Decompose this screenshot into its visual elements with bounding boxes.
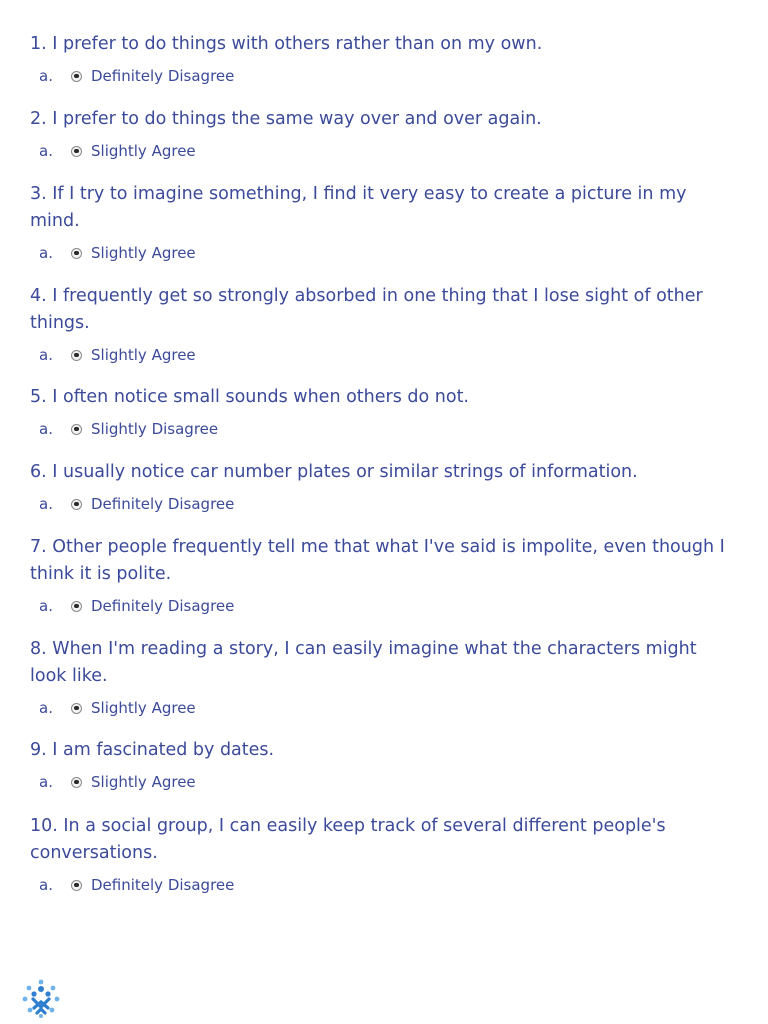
answer-label: Slightly Agree <box>91 142 196 160</box>
question-text: 7. Other people frequently tell me that what I've said is impolite, even though I think it is polite. <box>30 537 725 584</box>
question-7 <box>30 534 735 618</box>
answer-row <box>30 594 735 618</box>
radio-selected-icon[interactable] <box>71 777 82 788</box>
answer-label: Slightly Agree <box>91 346 196 364</box>
answer-label: Slightly Agree <box>91 244 196 262</box>
radio-selected-icon[interactable] <box>71 248 82 259</box>
question-10 <box>30 813 735 897</box>
answer-marker: a. <box>39 597 53 615</box>
answer-marker: a. <box>39 67 53 85</box>
radio-selected-icon[interactable] <box>71 703 82 714</box>
question-text: 9. I am fascinated by dates. <box>30 740 275 760</box>
answer-row <box>30 873 735 897</box>
question-text: 2. I prefer to do things the same way over and over again. <box>30 109 542 129</box>
answer-row <box>30 64 735 88</box>
answer-label: Definitely Disagree <box>91 597 235 615</box>
answer-row <box>30 770 735 794</box>
answer-row <box>30 343 735 367</box>
answer-marker: a. <box>39 699 53 717</box>
question-8 <box>30 636 735 720</box>
answer-row <box>30 492 735 516</box>
answer-marker: a. <box>39 495 53 513</box>
question-1 <box>30 31 735 88</box>
answer-marker: a. <box>39 420 53 438</box>
answer-label: Slightly Disagree <box>91 420 219 438</box>
answer-row <box>30 139 735 163</box>
radio-selected-icon[interactable] <box>71 499 82 510</box>
question-5 <box>30 384 735 441</box>
answer-marker: a. <box>39 876 53 894</box>
answer-row <box>30 241 735 265</box>
answer-label: Slightly Agree <box>91 773 196 791</box>
answer-label: Slightly Agree <box>91 699 196 717</box>
question-4 <box>30 283 735 367</box>
answer-label: Definitely Disagree <box>91 495 235 513</box>
question-text: 6. I usually notice car number plates or similar strings of information. <box>30 462 638 482</box>
question-3 <box>30 181 735 265</box>
radio-selected-icon[interactable] <box>71 71 82 82</box>
question-text: 3. If I try to imagine something, I find it very easy to create a picture in my mind. <box>30 184 687 231</box>
question-6 <box>30 459 735 516</box>
question-text: 8. When I'm reading a story, I can easily imagine what the characters might look like. <box>30 639 697 686</box>
answer-row <box>30 696 735 720</box>
answer-marker: a. <box>39 244 53 262</box>
question-text: 5. I often notice small sounds when others do not. <box>30 387 469 407</box>
answer-label: Definitely Disagree <box>91 876 235 894</box>
question-text: 10. In a social group, I can easily keep track of several different people's conversations. <box>30 816 666 863</box>
question-text: 1. I prefer to do things with others rather than on my own. <box>30 34 543 54</box>
radio-selected-icon[interactable] <box>71 601 82 612</box>
people-circle-logo-icon <box>20 977 62 1019</box>
answer-marker: a. <box>39 142 53 160</box>
question-text: 4. I frequently get so strongly absorbed in one thing that I lose sight of other things. <box>30 286 703 333</box>
question-2 <box>30 106 735 163</box>
radio-selected-icon[interactable] <box>71 424 82 435</box>
answer-marker: a. <box>39 773 53 791</box>
answer-marker: a. <box>39 346 53 364</box>
answer-label: Definitely Disagree <box>91 67 235 85</box>
answer-row <box>30 417 735 441</box>
radio-selected-icon[interactable] <box>71 146 82 157</box>
question-9 <box>30 737 735 794</box>
radio-selected-icon[interactable] <box>71 880 82 891</box>
radio-selected-icon[interactable] <box>71 350 82 361</box>
